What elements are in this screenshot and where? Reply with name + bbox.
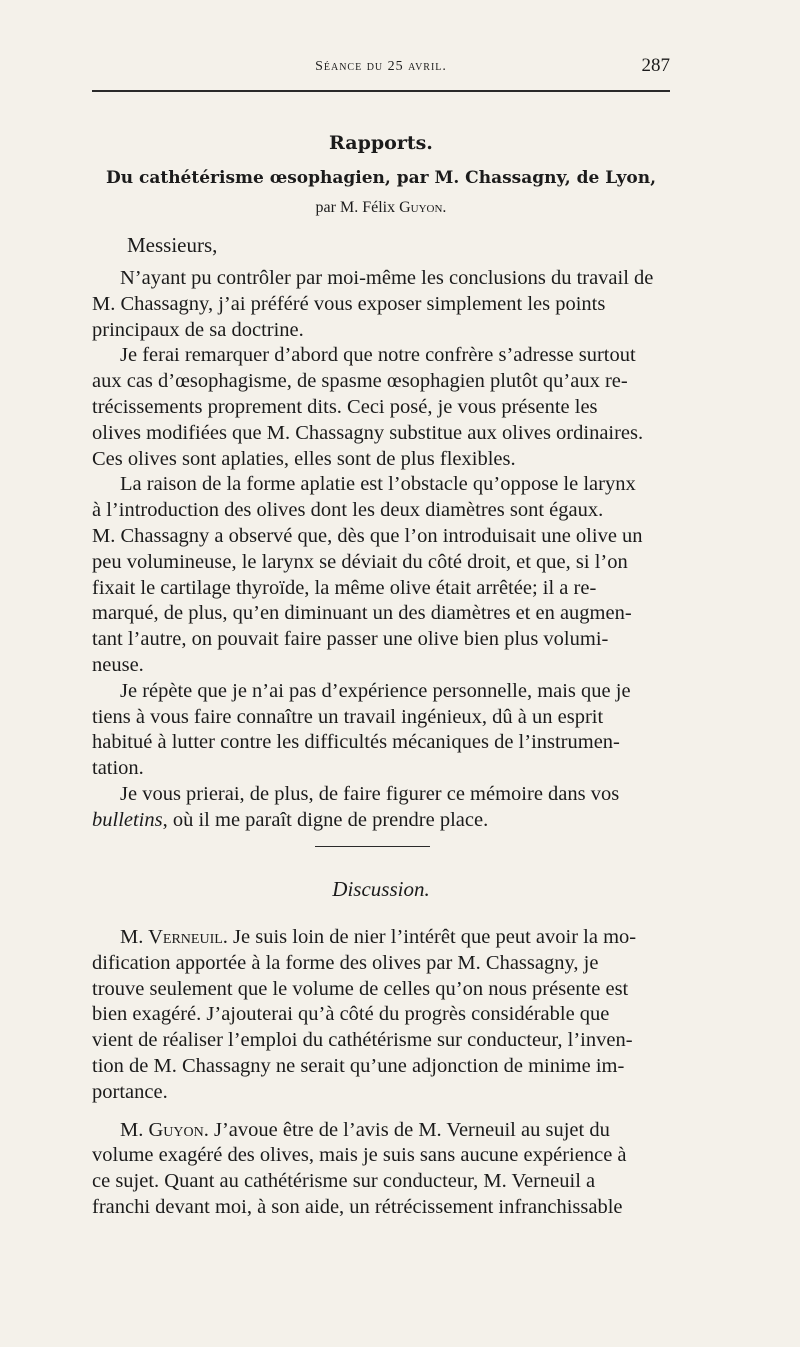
text-line: dification apportée à la forme des olives par M. Chassagny, je [92, 951, 599, 974]
discussion-heading: Discussion. [332, 877, 430, 901]
text-line: M. Chassagny, j’ai préféré vous exposer simplement les points [92, 292, 606, 315]
text-line: Je vous prierai, de plus, de faire figurer ce mémoire dans vos [120, 782, 620, 805]
guyon-first-line: J’avoue être de l’avis de M. Verneuil au sujet du [208, 1118, 610, 1141]
speaker-guyon: M. Guyon. [120, 1118, 209, 1141]
text-line: olives modifiées que M. Chassagny substitue aux olives ordinaires. [92, 421, 644, 444]
text-line: vient de réaliser l’emploi du cathétérisme sur conducteur, l’inven- [92, 1029, 633, 1052]
guyon-paragraph [92, 1118, 677, 1221]
text-line: tiens à vous faire connaître un travail ingénieux, dû à un esprit [92, 705, 604, 728]
text-line: tant l’autre, on pouvait faire passer une olive bien plus volumi- [92, 628, 609, 651]
text-line [92, 808, 677, 834]
text-line: La raison de la forme aplatie est l’obstacle qu’oppose le larynx [120, 473, 636, 496]
section-heading-rapports: Rapports. [329, 132, 433, 154]
text-line: aux cas d’œsophagisme, de spasme œsophagien plutôt qu’aux re- [92, 370, 628, 393]
bulletins-italic: bulletins [92, 808, 163, 831]
text-line: tion de M. Chassagny ne serait qu’une adjonction de minime im- [92, 1054, 625, 1077]
text-line: peu volumineuse, le larynx se déviait du côté droit, et que, si l’on [92, 550, 628, 573]
text-line [92, 1118, 677, 1144]
page-header [92, 55, 670, 81]
report-paragraph [92, 343, 677, 472]
text-line: N’ayant pu contrôler par moi-même les conclusions du travail de [120, 267, 654, 289]
text-line: franchi devant moi, à son aide, un rétrécissement infranchissable [92, 1195, 623, 1218]
report-closing-paragraph [92, 782, 677, 834]
text-line: marqué, de plus, qu’en diminuant un des diamètres et en augmen- [92, 602, 632, 625]
speaker-verneuil: M. Verneuil. [120, 926, 228, 948]
running-title: Séance du 25 avril. [315, 59, 447, 74]
discussion-body [92, 925, 677, 1221]
text-line: portance. [92, 1080, 168, 1103]
page-number: 287 [641, 55, 670, 76]
section-divider [315, 846, 430, 847]
paragraph-gap [92, 1106, 677, 1118]
verneuil-paragraph [92, 925, 677, 1106]
text-line: principaux de sa doctrine. [92, 318, 304, 341]
report-author [92, 199, 670, 217]
report-paragraph [92, 679, 677, 782]
closing-line-rest: , où il me paraît digne de prendre place. [162, 808, 489, 831]
text-line: volume exagéré des olives, mais je suis sans aucune expérience à [92, 1144, 627, 1167]
text-line: Je répète que je n’ai pas d’expérience personnelle, mais que je [120, 679, 631, 702]
verneuil-first-line: Je suis loin de nier l’intérêt que peut avoir la mo- [227, 926, 637, 948]
text-line: ce sujet. Quant au cathétérisme sur conducteur, M. Verneuil a [92, 1170, 596, 1193]
salutation: Messieurs, [127, 233, 218, 257]
text-line: Je ferai remarquer d’abord que notre confrère s’adresse surtout [120, 344, 636, 367]
text-line: neuse. [92, 653, 144, 676]
report-body [92, 266, 677, 834]
text-line: à l’introduction des olives dont les deux diamètres sont égaux. [92, 499, 604, 522]
text-line: bien exagéré. J’ajouterai qu’à côté du progrès considérable que [92, 1003, 610, 1026]
report-title: Du cathétérisme œsophagien, par M. Chassagny, de Lyon, [105, 168, 657, 188]
text-line: fixait le cartilage thyroïde, la même olive était arrêtée; il a re- [92, 576, 597, 599]
report-paragraph [92, 472, 677, 678]
text-line: habitué à lutter contre les difficultés mécaniques de l’instrumen- [92, 731, 620, 754]
text-line: trouve seulement que le volume de celles qu’on nous présente est [92, 977, 629, 1000]
text-line: tation. [92, 757, 144, 780]
report-paragraph [92, 266, 677, 343]
text-line [92, 925, 677, 951]
text-line: M. Chassagny a observé que, dès que l’on introduisait une olive un [92, 524, 643, 547]
header-rule [92, 90, 670, 92]
text-line: Ces olives sont aplaties, elles sont de plus flexibles. [92, 447, 516, 470]
text-line: trécissements proprement dits. Ceci posé, je vous présente les [92, 395, 598, 418]
report-author-prefix: par M. Félix [315, 199, 400, 216]
report-author-name: Guyon. [399, 199, 447, 216]
